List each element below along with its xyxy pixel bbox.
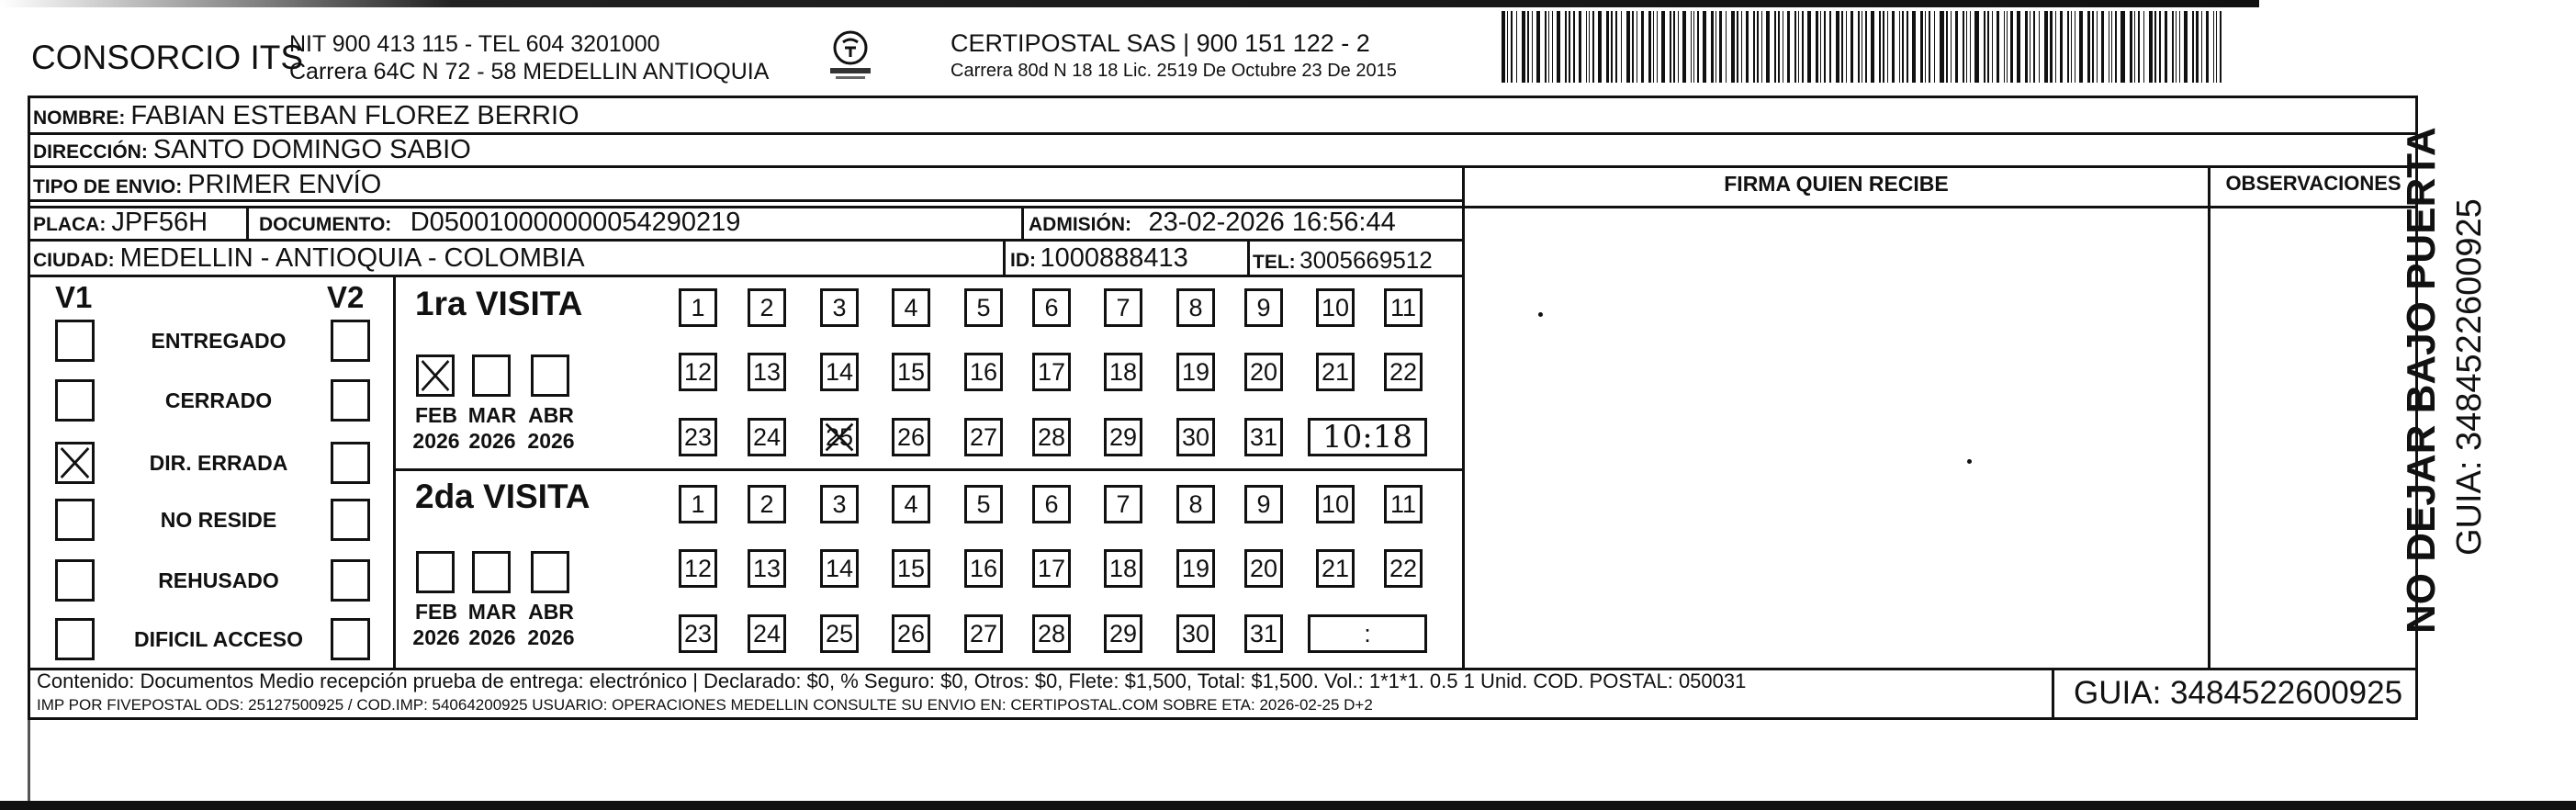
barcode-bar xyxy=(2120,11,2125,83)
barcode-bar xyxy=(1737,11,1738,83)
barcode-bar xyxy=(1766,11,1770,83)
day-box[interactable]: 12 xyxy=(679,549,717,588)
barcode-bar xyxy=(2044,11,2048,83)
day-box[interactable]: 6 xyxy=(1032,485,1071,523)
day-box[interactable]: 13 xyxy=(748,549,786,588)
month-year: 2026 xyxy=(412,625,460,649)
barcode-bar xyxy=(1586,11,1587,83)
imp-text: IMP POR FIVEPOSTAL ODS: 25127500925 / COD.IMP: 54064200925 USUARIO: OPERACIONES MEDELLIN CONSULTE SU ENVIO EN: CERTIPOSTAL.COM SOBRE ETA: 2026-02-25 D+2 xyxy=(37,696,1373,714)
barcode-bar xyxy=(1715,11,1716,83)
day-box[interactable]: 29 xyxy=(1104,614,1142,653)
direccion-value: SANTO DOMINGO SABIO xyxy=(152,135,471,164)
barcode-bar xyxy=(1598,11,1602,83)
observaciones-header: OBSERVACIONES xyxy=(2225,172,2402,195)
status-label: REHUSADO xyxy=(158,568,279,592)
x-mark xyxy=(58,444,92,481)
barcode-bar xyxy=(1579,11,1581,83)
direccion-label: DIRECCIÓN: xyxy=(33,141,148,163)
day-box[interactable]: 20 xyxy=(1244,353,1283,391)
barcode-bar xyxy=(1925,11,1926,83)
barcode-bar xyxy=(1778,11,1780,83)
v2-checkbox[interactable] xyxy=(331,618,370,660)
day-box[interactable]: 5 xyxy=(964,288,1003,327)
v2-checkbox[interactable] xyxy=(331,320,370,362)
barcode-bar xyxy=(1887,11,1888,83)
barcode-bar xyxy=(1974,11,1979,83)
barcode-bar xyxy=(2192,11,2194,83)
month-label xyxy=(519,402,583,454)
barcode-bar xyxy=(2143,11,2144,83)
side-guia: GUIA: 3484522600925 xyxy=(2450,198,2489,556)
time-box[interactable]: 10:18 xyxy=(1308,418,1427,456)
barcode-bar xyxy=(1892,11,1895,83)
barcode-bar xyxy=(2050,11,2053,83)
day-box[interactable]: 18 xyxy=(1104,353,1142,391)
v1-checkbox[interactable] xyxy=(55,320,95,362)
day-box[interactable]: 11 xyxy=(1384,288,1423,327)
day-box[interactable]: 15 xyxy=(892,353,930,391)
barcode-bar xyxy=(1536,11,1540,83)
barcode-bar xyxy=(1516,11,1517,83)
month-checkbox-feb[interactable] xyxy=(416,551,455,593)
side-no-dejar: NO DEJAR BAJO PUERTA xyxy=(2399,127,2444,634)
barcode-bar xyxy=(1670,11,1671,83)
day-box[interactable]: 10 xyxy=(1316,288,1355,327)
placa-row xyxy=(33,208,208,238)
barcode-bar xyxy=(1816,11,1818,83)
footer-guia: GUIA: 3484522600925 xyxy=(2074,675,2403,711)
barcode-bar xyxy=(1693,11,1694,83)
day-box[interactable]: 19 xyxy=(1176,353,1215,391)
month-checkbox-mar[interactable] xyxy=(472,551,511,593)
placa-value: JPF56H xyxy=(111,208,208,237)
v2-checkbox[interactable] xyxy=(331,379,370,422)
barcode xyxy=(1502,11,2230,83)
firma-header: FIRMA QUIEN RECIBE xyxy=(1724,172,1949,196)
day-box[interactable]: 29 xyxy=(1104,418,1142,456)
day-box[interactable]: 22 xyxy=(1384,549,1423,588)
day-box[interactable]: 23 xyxy=(679,614,717,653)
barcode-bar xyxy=(2159,11,2161,83)
status-label: DIFICIL ACCESO xyxy=(133,627,303,651)
barcode-bar xyxy=(1606,11,1609,83)
barcode-bar xyxy=(1929,11,1930,83)
ciudad-row xyxy=(33,243,585,274)
barcode-bar xyxy=(1573,11,1575,83)
day-box[interactable]: 12 xyxy=(679,353,717,391)
documento-label: DOCUMENTO: xyxy=(259,214,392,235)
barcode-bar xyxy=(1902,11,1904,83)
scan-top-edge xyxy=(0,0,2259,7)
barcode-bar xyxy=(2165,11,2167,83)
day-box[interactable]: 27 xyxy=(964,418,1003,456)
barcode-bar xyxy=(2071,11,2072,83)
barcode-bar xyxy=(1673,11,1675,83)
barcode-bar xyxy=(1955,11,1958,83)
v1-checkbox[interactable] xyxy=(55,442,95,484)
ciudad-label: CIUDAD: xyxy=(33,250,115,271)
barcode-bar xyxy=(1774,11,1776,83)
day-box[interactable]: 30 xyxy=(1176,614,1215,653)
month-checkbox-feb[interactable] xyxy=(416,354,455,397)
barcode-bar xyxy=(1871,11,1874,83)
v2-header: V2 xyxy=(327,280,365,314)
x-mark xyxy=(419,357,452,394)
id-group xyxy=(1010,243,1188,274)
barcode-bar xyxy=(1522,11,1525,83)
day-box[interactable]: 23 xyxy=(679,418,717,456)
barcode-bar xyxy=(1865,11,1867,83)
direccion-row xyxy=(33,135,471,165)
tel-group xyxy=(1253,246,1433,275)
barcode-bar xyxy=(1626,11,1630,83)
barcode-bar xyxy=(1746,11,1749,83)
day-box[interactable]: 2 xyxy=(748,485,786,523)
day-box[interactable]: 2 xyxy=(748,288,786,327)
day-box[interactable]: 18 xyxy=(1104,549,1142,588)
barcode-bar xyxy=(2097,11,2098,83)
month-year: 2026 xyxy=(468,429,516,453)
barcode-bar xyxy=(1824,11,1826,83)
month-label xyxy=(404,599,468,650)
barcode-bar xyxy=(1611,11,1613,83)
admision-group xyxy=(1029,208,1396,238)
barcode-bar xyxy=(1703,11,1706,83)
barcode-bar xyxy=(2060,11,2063,83)
day-box[interactable]: 22 xyxy=(1384,353,1423,391)
day-box[interactable]: 19 xyxy=(1176,549,1215,588)
barcode-bar xyxy=(1753,11,1755,83)
month-label xyxy=(460,599,524,650)
month-year: 2026 xyxy=(468,625,516,649)
barcode-bar xyxy=(1507,11,1508,83)
barcode-bar xyxy=(1731,11,1735,83)
barcode-bar xyxy=(2087,11,2090,83)
barcode-bar xyxy=(1899,11,1900,83)
barcode-bar xyxy=(2149,11,2153,83)
barcode-bar xyxy=(1697,11,1699,83)
month-checkbox-abr[interactable] xyxy=(531,354,569,397)
day-box[interactable]: 1 xyxy=(679,288,717,327)
day-box[interactable]: 30 xyxy=(1176,418,1215,456)
month-year: 2026 xyxy=(412,429,460,453)
day-box[interactable]: 27 xyxy=(964,614,1003,653)
first-visit-title: 1ra VISITA xyxy=(415,285,583,322)
month-year: 2026 xyxy=(527,429,575,453)
barcode-bar xyxy=(1963,11,1964,83)
barcode-bar xyxy=(1912,11,1916,83)
barcode-bar xyxy=(2025,11,2028,83)
sender-name: CONSORCIO ITS xyxy=(31,39,304,76)
barcode-bar xyxy=(1820,11,1821,83)
ciudad-value: MEDELLIN - ANTIOQUIA - COLOMBIA xyxy=(119,243,585,273)
barcode-bar xyxy=(1641,11,1644,83)
barcode-bar xyxy=(1807,11,1811,83)
day-box[interactable]: 8 xyxy=(1176,485,1215,523)
status-label: CERRADO xyxy=(164,388,273,412)
barcode-bar xyxy=(2134,11,2135,83)
barcode-bar xyxy=(1565,11,1567,83)
barcode-bar xyxy=(1992,11,1993,83)
day-box[interactable]: 25 xyxy=(820,418,859,456)
barcode-bar xyxy=(1657,11,1658,83)
day-box[interactable]: 16 xyxy=(964,353,1003,391)
v2-checkbox[interactable] xyxy=(331,499,370,541)
day-box[interactable]: 8 xyxy=(1176,288,1215,327)
day-box[interactable]: 10 xyxy=(1316,485,1355,523)
tipo-value: PRIMER ENVÍO xyxy=(187,170,382,199)
day-box[interactable]: 26 xyxy=(892,418,930,456)
barcode-bar xyxy=(1802,11,1804,83)
barcode-bar xyxy=(2101,11,2104,83)
barcode-bar xyxy=(1711,11,1714,83)
month-label xyxy=(460,402,524,454)
barcode-bar xyxy=(2213,11,2214,83)
v2-checkbox[interactable] xyxy=(331,559,370,602)
barcode-bar xyxy=(2111,11,2112,83)
status-label: DIR. ERRADA xyxy=(149,451,288,475)
day-box[interactable]: 9 xyxy=(1244,288,1283,327)
barcode-bar xyxy=(1653,11,1654,83)
day-box[interactable]: 3 xyxy=(820,288,859,327)
barcode-bar xyxy=(2176,11,2177,83)
barcode-bar xyxy=(1846,11,1847,83)
tipo-label: TIPO DE ENVIO: xyxy=(33,176,183,197)
barcode-bar xyxy=(1678,11,1679,83)
nombre-row xyxy=(33,101,579,131)
barcode-bar xyxy=(1946,11,1948,83)
day-box[interactable]: 28 xyxy=(1032,614,1071,653)
barcode-bar xyxy=(1794,11,1796,83)
barcode-bar xyxy=(1726,11,1727,83)
signature-dot xyxy=(1967,459,1972,464)
day-box[interactable]: 31 xyxy=(1244,614,1283,653)
barcode-bar xyxy=(1798,11,1799,83)
barcode-bar xyxy=(1615,11,1617,83)
barcode-bar xyxy=(2184,11,2188,83)
barcode-bar xyxy=(2115,11,2117,83)
barcode-bar xyxy=(1907,11,1908,83)
barcode-bar xyxy=(1661,11,1665,83)
day-box[interactable]: 17 xyxy=(1032,549,1071,588)
month-name: MAR xyxy=(467,403,517,427)
carrier-line2: Carrera 80d N 18 18 Lic. 2519 De Octubre 23 De 2015 xyxy=(951,61,1397,81)
day-box[interactable]: 1 xyxy=(679,485,717,523)
day-box[interactable]: 7 xyxy=(1104,288,1142,327)
day-box[interactable]: 20 xyxy=(1244,549,1283,588)
barcode-bar xyxy=(1648,11,1651,83)
day-box[interactable]: 31 xyxy=(1244,418,1283,456)
barcode-bar xyxy=(2010,11,2013,83)
day-box[interactable]: 17 xyxy=(1032,353,1071,391)
scan-bottom-edge xyxy=(0,801,2576,810)
barcode-bar xyxy=(1841,11,1843,83)
month-name: MAR xyxy=(467,600,517,624)
v1-checkbox[interactable] xyxy=(55,559,95,602)
barcode-bar xyxy=(2067,11,2069,83)
barcode-bar xyxy=(1951,11,1952,83)
signature-dot xyxy=(1538,312,1543,317)
day-box[interactable]: 4 xyxy=(892,288,930,327)
barcode-bar xyxy=(1741,11,1742,83)
barcode-bar xyxy=(1719,11,1722,83)
barcode-bar xyxy=(2216,11,2217,83)
barcode-bar xyxy=(1940,11,1944,83)
month-label xyxy=(404,402,468,454)
barcode-bar xyxy=(1682,11,1686,83)
day-box[interactable]: 28 xyxy=(1032,418,1071,456)
barcode-bar xyxy=(1532,11,1533,83)
barcode-bar xyxy=(2079,11,2083,83)
barcode-bar xyxy=(1920,11,1923,83)
barcode-bar xyxy=(1502,11,1505,83)
day-box[interactable]: 13 xyxy=(748,353,786,391)
month-checkbox-abr[interactable] xyxy=(531,551,569,593)
sender-line1: NIT 900 413 115 - TEL 604 3201000 xyxy=(289,31,660,57)
barcode-bar xyxy=(1850,11,1853,83)
month-name: ABR xyxy=(528,403,574,427)
tipo-envio-row xyxy=(33,170,381,200)
month-year: 2026 xyxy=(527,625,575,649)
day-box[interactable]: 14 xyxy=(820,549,859,588)
certipostal-logo xyxy=(814,28,887,83)
day-box[interactable]: 3 xyxy=(820,485,859,523)
day-box[interactable]: 6 xyxy=(1032,288,1071,327)
barcode-bar xyxy=(2201,11,2202,83)
day-box[interactable]: 5 xyxy=(964,485,1003,523)
documento-value: D050010000000054290219 xyxy=(410,208,741,237)
barcode-bar xyxy=(2179,11,2180,83)
x-mark xyxy=(823,421,856,454)
day-box[interactable]: 21 xyxy=(1316,353,1355,391)
day-box[interactable]: 26 xyxy=(892,614,930,653)
tel-value: 3005669512 xyxy=(1299,246,1433,274)
barcode-bar xyxy=(2138,11,2140,83)
day-box[interactable]: 15 xyxy=(892,549,930,588)
day-box[interactable]: 21 xyxy=(1316,549,1355,588)
barcode-bar xyxy=(1757,11,1759,83)
contenido-text: Contenido: Documentos Medio recepción prueba de entrega: electrónico | Declarado: $0, % Seguro: $0, Otros: $0, Flete: $1,500, Total: $1,500. Vol.: 1*1*1. 0.5 1 Unid. COD. POSTAL: 050031 xyxy=(37,669,1747,692)
barcode-bar xyxy=(2007,11,2008,83)
day-box[interactable]: 25 xyxy=(820,614,859,653)
barcode-bar xyxy=(1552,11,1553,83)
barcode-bar xyxy=(1545,11,1547,83)
month-name: FEB xyxy=(415,403,457,427)
v1-checkbox[interactable] xyxy=(55,618,95,660)
barcode-bar xyxy=(1966,11,1967,83)
barcode-bar xyxy=(2196,11,2199,83)
barcode-bar xyxy=(2004,11,2005,83)
barcode-bar xyxy=(1761,11,1762,83)
barcode-bar xyxy=(1548,11,1549,83)
barcode-bar xyxy=(1569,11,1570,83)
nombre-value: FABIAN ESTEBAN FLOREZ BERRIO xyxy=(130,101,579,130)
barcode-bar xyxy=(2039,11,2040,83)
day-box[interactable]: 7 xyxy=(1104,485,1142,523)
tel-label: TEL: xyxy=(1253,252,1296,273)
barcode-bar xyxy=(1970,11,1971,83)
v2-checkbox[interactable] xyxy=(331,442,370,484)
admision-value: 23-02-2026 16:56:44 xyxy=(1148,208,1396,237)
barcode-bar xyxy=(1787,11,1790,83)
carrier-line1: CERTIPOSTAL SAS | 900 151 122 - 2 xyxy=(951,29,1370,57)
barcode-bar xyxy=(1621,11,1622,83)
v1-checkbox[interactable] xyxy=(55,499,95,541)
barcode-bar xyxy=(2172,11,2174,83)
v1-header: V1 xyxy=(55,280,93,314)
barcode-bar xyxy=(1997,11,1999,83)
barcode-bar xyxy=(2017,11,2020,83)
scan-left-edge xyxy=(28,720,30,801)
admision-label: ADMISIÓN: xyxy=(1029,214,1131,235)
barcode-bar xyxy=(2220,11,2222,83)
barcode-bar xyxy=(2033,11,2035,83)
day-box[interactable]: 11 xyxy=(1384,485,1423,523)
barcode-bar xyxy=(1984,11,1985,83)
documento-group xyxy=(259,208,740,238)
barcode-bar xyxy=(1557,11,1560,83)
nombre-label: NOMBRE: xyxy=(33,107,126,129)
barcode-bar xyxy=(1883,11,1884,83)
barcode-bar xyxy=(2092,11,2094,83)
barcode-bar xyxy=(1836,11,1839,83)
time-box[interactable]: : xyxy=(1308,614,1427,653)
barcode-bar xyxy=(1527,11,1529,83)
day-box[interactable]: 14 xyxy=(820,353,859,391)
month-checkbox-mar[interactable] xyxy=(472,354,511,397)
barcode-bar xyxy=(1691,11,1692,83)
day-box[interactable]: 9 xyxy=(1244,485,1283,523)
barcode-bar xyxy=(1934,11,1935,83)
month-label xyxy=(519,599,583,650)
id-value: 1000888413 xyxy=(1040,243,1188,273)
barcode-bar xyxy=(1511,11,1513,83)
day-box[interactable]: 24 xyxy=(748,614,786,653)
day-box[interactable]: 16 xyxy=(964,549,1003,588)
barcode-bar xyxy=(2154,11,2156,83)
barcode-bar xyxy=(1858,11,1860,83)
barcode-bar xyxy=(2130,11,2132,83)
month-name: ABR xyxy=(528,600,574,624)
second-visit-title: 2da VISITA xyxy=(415,478,591,515)
barcode-bar xyxy=(2055,11,2056,83)
barcode-bar xyxy=(2206,11,2209,83)
barcode-bar xyxy=(1632,11,1634,83)
status-label: ENTREGADO xyxy=(151,329,287,353)
v1-checkbox[interactable] xyxy=(55,379,95,422)
barcode-bar xyxy=(1592,11,1594,83)
status-label: NO RESIDE xyxy=(160,508,277,532)
day-box[interactable]: 4 xyxy=(892,485,930,523)
id-label: ID: xyxy=(1010,250,1036,271)
sender-line2: Carrera 64C N 72 - 58 MEDELLIN ANTIOQUIA xyxy=(289,59,770,84)
barcode-bar xyxy=(1829,11,1831,83)
barcode-bar xyxy=(1879,11,1881,83)
month-name: FEB xyxy=(415,600,457,624)
day-box[interactable]: 24 xyxy=(748,418,786,456)
placa-label: PLACA: xyxy=(33,214,107,235)
barcode-bar xyxy=(1987,11,1989,83)
barcode-bar xyxy=(1589,11,1590,83)
